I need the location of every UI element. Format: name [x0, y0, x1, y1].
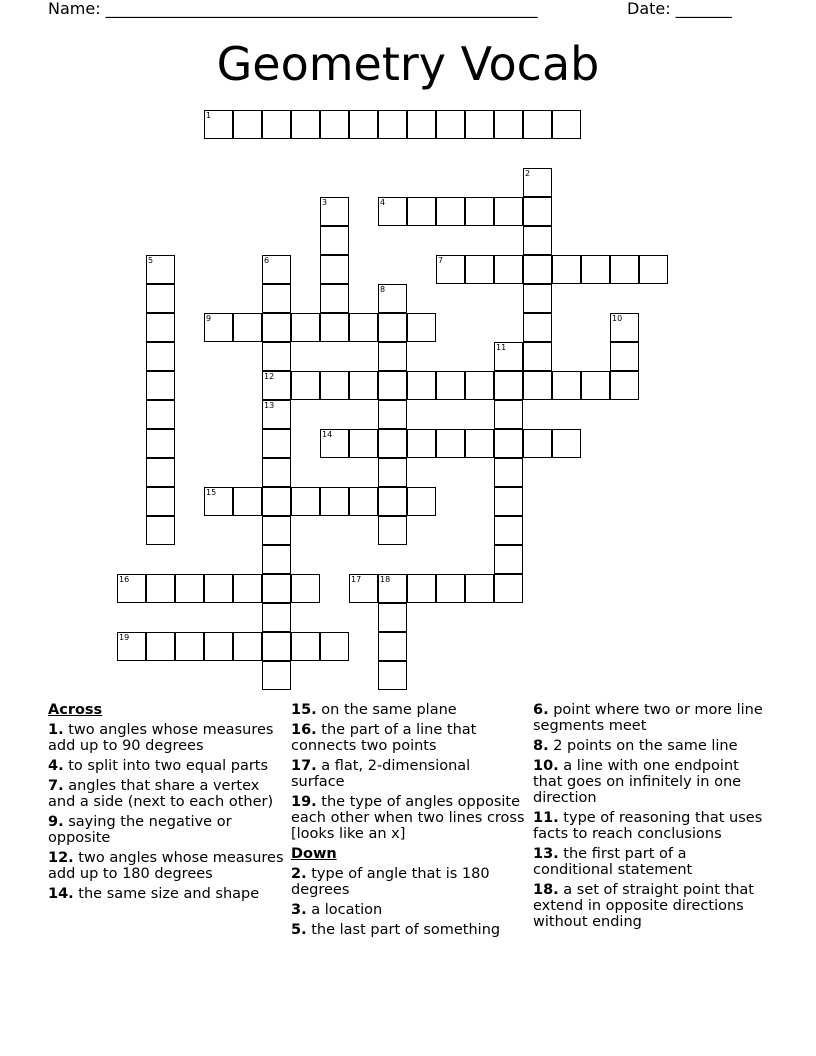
grid-cell[interactable]	[262, 661, 291, 690]
clue-item	[48, 850, 284, 882]
clue-number-label: 3.	[291, 902, 307, 918]
clue-number-label: 16.	[291, 722, 317, 738]
clue-number: 4	[380, 198, 386, 207]
date-field[interactable]: Date: _______	[627, 0, 732, 18]
grid-cell[interactable]	[320, 632, 349, 661]
grid-cell[interactable]	[175, 574, 204, 603]
across-heading: Across	[48, 702, 103, 718]
clue-number: 1	[206, 111, 212, 120]
grid-cell[interactable]	[320, 313, 349, 342]
grid-cell[interactable]	[146, 487, 175, 516]
grid-cell[interactable]	[552, 110, 581, 139]
grid-cell[interactable]	[262, 284, 291, 313]
grid-cell[interactable]	[262, 603, 291, 632]
grid-cell[interactable]	[291, 487, 320, 516]
clue-number-label: 12.	[48, 850, 74, 866]
grid-cell[interactable]	[465, 197, 494, 226]
clue-item	[533, 810, 769, 842]
grid-cell[interactable]	[523, 168, 552, 197]
grid-cell[interactable]	[610, 313, 639, 342]
clue-text: the same size and shape	[73, 886, 260, 902]
grid-cell[interactable]	[204, 110, 233, 139]
clue-number: 8	[380, 285, 386, 294]
grid-cell[interactable]	[291, 632, 320, 661]
grid-cell[interactable]	[262, 545, 291, 574]
grid-cell[interactable]	[407, 574, 436, 603]
clue-text: the part of a line that connects two points	[291, 722, 477, 754]
clue-item	[291, 702, 527, 718]
grid-cell[interactable]	[320, 255, 349, 284]
grid-cell[interactable]	[552, 429, 581, 458]
clue-item	[291, 794, 527, 842]
grid-cell[interactable]	[378, 487, 407, 516]
grid-cell[interactable]	[146, 284, 175, 313]
clue-number-label: 9.	[48, 814, 64, 830]
grid-cell[interactable]	[523, 429, 552, 458]
grid-cell[interactable]	[262, 516, 291, 545]
grid-cell[interactable]	[320, 371, 349, 400]
down-heading: Down	[291, 846, 337, 862]
clue-item	[48, 722, 284, 754]
grid-cell[interactable]	[465, 371, 494, 400]
grid-cell[interactable]	[204, 574, 233, 603]
grid-cell[interactable]	[320, 284, 349, 313]
grid-cell[interactable]	[320, 226, 349, 255]
clue-number-label: 13.	[533, 846, 559, 862]
grid-cell[interactable]	[320, 110, 349, 139]
grid-cell[interactable]	[175, 632, 204, 661]
grid-cell[interactable]	[523, 284, 552, 313]
page-title: Geometry Vocab	[216, 37, 600, 91]
clue-number: 14	[322, 430, 333, 439]
grid-cell[interactable]	[378, 574, 407, 603]
grid-cell[interactable]	[146, 574, 175, 603]
grid-cell[interactable]	[320, 487, 349, 516]
clue-item	[533, 882, 769, 930]
clue-text: point where two or more line segments meet	[533, 702, 763, 734]
clue-number: 7	[438, 256, 444, 265]
grid-cell[interactable]	[581, 371, 610, 400]
grid-cell[interactable]	[494, 487, 523, 516]
grid-cell[interactable]	[233, 632, 262, 661]
grid-cell[interactable]	[407, 110, 436, 139]
clue-number-label: 14.	[48, 886, 74, 902]
grid-cell[interactable]	[262, 255, 291, 284]
grid-cell[interactable]	[349, 574, 378, 603]
grid-cell[interactable]	[436, 574, 465, 603]
grid-cell[interactable]	[407, 197, 436, 226]
grid-cell[interactable]	[523, 255, 552, 284]
grid-cell[interactable]	[378, 632, 407, 661]
clue-number-label: 10.	[533, 758, 559, 774]
clue-text: type of angle that is 180 degrees	[291, 866, 490, 898]
grid-cell[interactable]	[494, 255, 523, 284]
grid-cell[interactable]	[523, 226, 552, 255]
grid-cell[interactable]	[349, 429, 378, 458]
clue-number: 9	[206, 314, 212, 323]
clue-text: a line with one endpoint that goes on infinitely in one direction	[533, 758, 742, 806]
grid-cell[interactable]	[262, 632, 291, 661]
clue-item	[48, 886, 284, 902]
grid-cell[interactable]	[407, 313, 436, 342]
clue-number: 15	[206, 488, 217, 497]
grid-cell[interactable]	[494, 342, 523, 371]
grid-cell[interactable]	[639, 255, 668, 284]
clue-number: 17	[351, 575, 362, 584]
clue-number: 5	[148, 256, 154, 265]
clue-number: 2	[525, 169, 531, 178]
clue-number: 18	[380, 575, 391, 584]
clue-column-2	[291, 702, 527, 942]
clue-number-label: 19.	[291, 794, 317, 810]
clue-number: 11	[496, 343, 507, 352]
grid-cell[interactable]	[465, 574, 494, 603]
grid-cell[interactable]	[494, 458, 523, 487]
grid-cell[interactable]	[349, 110, 378, 139]
grid-cell[interactable]	[262, 313, 291, 342]
clue-number-label: 18.	[533, 882, 559, 898]
grid-cell[interactable]	[378, 400, 407, 429]
grid-cell[interactable]	[146, 313, 175, 342]
grid-cell[interactable]	[146, 516, 175, 545]
clue-text: 2 points on the same line	[548, 738, 738, 754]
grid-cell[interactable]	[378, 429, 407, 458]
grid-cell[interactable]	[349, 371, 378, 400]
grid-cell[interactable]	[320, 197, 349, 226]
grid-cell[interactable]	[146, 458, 175, 487]
grid-cell[interactable]	[523, 110, 552, 139]
clue-text: two angles whose measures add up to 90 degrees	[48, 722, 274, 754]
clue-item	[533, 702, 769, 734]
grid-cell[interactable]	[378, 342, 407, 371]
grid-cell[interactable]	[378, 603, 407, 632]
clue-number: 16	[119, 575, 130, 584]
grid-cell[interactable]	[407, 487, 436, 516]
grid-cell[interactable]	[291, 574, 320, 603]
grid-cell[interactable]	[552, 371, 581, 400]
grid-cell[interactable]	[494, 110, 523, 139]
grid-cell[interactable]	[146, 255, 175, 284]
clue-number-label: 15.	[291, 702, 317, 718]
clue-number-label: 2.	[291, 866, 307, 882]
grid-cell[interactable]	[494, 516, 523, 545]
clue-item	[533, 846, 769, 878]
grid-cell[interactable]	[523, 371, 552, 400]
grid-cell[interactable]	[204, 313, 233, 342]
clue-item	[291, 758, 527, 790]
clue-text: two angles whose measures add up to 180 degrees	[48, 850, 284, 882]
grid-cell[interactable]	[465, 255, 494, 284]
grid-cell[interactable]	[436, 371, 465, 400]
clue-item	[48, 758, 284, 774]
grid-cell[interactable]	[523, 313, 552, 342]
grid-cell[interactable]	[204, 632, 233, 661]
clue-text: a set of straight point that extend in opposite directions without ending	[533, 882, 754, 930]
clue-item	[533, 758, 769, 806]
grid-cell[interactable]	[262, 458, 291, 487]
name-field[interactable]: Name: ______________________________________________________	[48, 0, 538, 18]
clue-item	[291, 866, 527, 898]
grid-cell[interactable]	[494, 429, 523, 458]
clue-text: a flat, 2-dimensional surface	[291, 758, 471, 790]
grid-cell[interactable]	[378, 110, 407, 139]
grid-cell[interactable]	[233, 487, 262, 516]
clue-text: the last part of something	[306, 922, 501, 938]
clue-item	[533, 738, 769, 754]
clue-text: a location	[306, 902, 383, 918]
grid-cell[interactable]	[262, 487, 291, 516]
grid-cell[interactable]	[117, 574, 146, 603]
clue-number: 6	[264, 256, 270, 265]
grid-cell[interactable]	[233, 574, 262, 603]
clue-number-label: 11.	[533, 810, 559, 826]
clue-column-1	[48, 702, 284, 906]
grid-cell[interactable]	[610, 255, 639, 284]
grid-cell[interactable]	[146, 371, 175, 400]
grid-cell[interactable]	[523, 342, 552, 371]
grid-cell[interactable]	[262, 429, 291, 458]
grid-cell[interactable]	[349, 487, 378, 516]
grid-cell[interactable]	[494, 574, 523, 603]
grid-cell[interactable]	[407, 371, 436, 400]
clue-text: angles that share a vertex and a side (next to each other)	[48, 778, 274, 810]
clue-number-label: 4.	[48, 758, 64, 774]
clue-number-label: 6.	[533, 702, 549, 718]
clue-text: the first part of a conditional statement	[533, 846, 693, 878]
grid-cell[interactable]	[146, 429, 175, 458]
grid-cell[interactable]	[523, 197, 552, 226]
clue-text: the type of angles opposite each other when two lines cross [looks like an x]	[291, 794, 525, 842]
clue-number-label: 1.	[48, 722, 64, 738]
clue-number-label: 7.	[48, 778, 64, 794]
clue-number-label: 17.	[291, 758, 317, 774]
grid-cell[interactable]	[378, 371, 407, 400]
clue-item	[291, 922, 527, 938]
grid-cell[interactable]	[146, 632, 175, 661]
clue-number: 10	[612, 314, 623, 323]
clue-number-label: 5.	[291, 922, 307, 938]
grid-cell[interactable]	[407, 429, 436, 458]
grid-cell[interactable]	[291, 110, 320, 139]
clue-number: 3	[322, 198, 328, 207]
clue-item	[291, 902, 527, 918]
grid-cell[interactable]	[262, 342, 291, 371]
clue-text: to split into two equal parts	[63, 758, 269, 774]
grid-cell[interactable]	[262, 371, 291, 400]
clue-number: 13	[264, 401, 275, 410]
clue-number-label: 8.	[533, 738, 549, 754]
grid-cell[interactable]	[436, 255, 465, 284]
grid-cell[interactable]	[436, 197, 465, 226]
grid-cell[interactable]	[610, 342, 639, 371]
clue-number: 19	[119, 633, 130, 642]
grid-cell[interactable]	[291, 371, 320, 400]
grid-cell[interactable]	[291, 313, 320, 342]
clue-text: type of reasoning that uses facts to reach conclusions	[533, 810, 763, 842]
grid-cell[interactable]	[262, 574, 291, 603]
grid-cell[interactable]	[378, 661, 407, 690]
grid-cell[interactable]	[146, 400, 175, 429]
grid-cell[interactable]	[552, 255, 581, 284]
grid-cell[interactable]	[465, 110, 494, 139]
grid-cell[interactable]	[262, 400, 291, 429]
grid-cell[interactable]	[378, 284, 407, 313]
grid-cell[interactable]	[436, 110, 465, 139]
grid-cell[interactable]	[378, 516, 407, 545]
clue-item	[48, 778, 284, 810]
clue-text: saying the negative or opposite	[48, 814, 232, 846]
clue-item	[291, 722, 527, 754]
grid-cell[interactable]	[378, 313, 407, 342]
clue-item	[48, 814, 284, 846]
grid-cell[interactable]	[320, 429, 349, 458]
grid-cell[interactable]	[233, 313, 262, 342]
grid-cell[interactable]	[494, 197, 523, 226]
grid-cell[interactable]	[146, 342, 175, 371]
grid-cell[interactable]	[610, 371, 639, 400]
clue-column-3	[533, 702, 769, 934]
grid-cell[interactable]	[262, 110, 291, 139]
clue-number: 12	[264, 372, 275, 381]
grid-cell[interactable]	[436, 429, 465, 458]
grid-cell[interactable]	[494, 545, 523, 574]
grid-cell[interactable]	[233, 110, 262, 139]
grid-cell[interactable]	[349, 313, 378, 342]
grid-cell[interactable]	[465, 429, 494, 458]
grid-cell[interactable]	[378, 458, 407, 487]
grid-cell[interactable]	[494, 371, 523, 400]
grid-cell[interactable]	[581, 255, 610, 284]
grid-cell[interactable]	[204, 487, 233, 516]
grid-cell[interactable]	[378, 197, 407, 226]
grid-cell[interactable]	[494, 400, 523, 429]
clue-text: on the same plane	[316, 702, 457, 718]
grid-cell[interactable]	[117, 632, 146, 661]
